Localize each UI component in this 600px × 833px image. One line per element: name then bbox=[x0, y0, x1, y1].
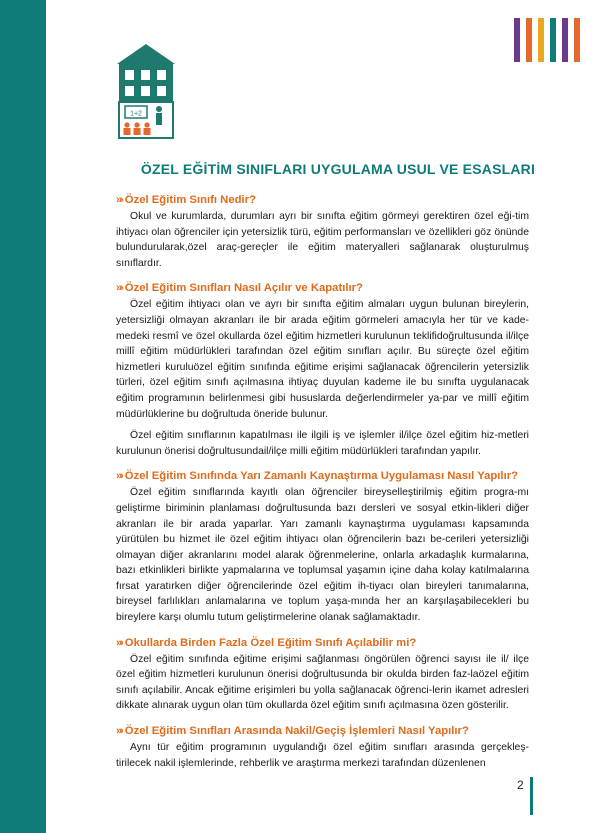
chevron-right-icon: »› bbox=[116, 470, 122, 483]
section-heading: »› Özel Eğitim Sınıfları Nasıl Açılır ve Kapatılır? bbox=[116, 282, 363, 295]
paragraph: Özel eğitim sınıflarında kayıtlı olan öğrenciler bireyselleştirilmiş eğitim progra-mı geliştirme biriminin planlaması doğrultusunda bazı dersleri ve sosyal etkin-likleri diğer akranları ile bir arada yaparlar. Yarı zamanlı kaynaştırma uygulaması kapsamında yürütülen bu hizmet ile özel eğitim ihtiyacı olan öğrencilerin bazı be-cerileri yetersizliği olmayan diğer akranlarını model alarak öğrenmelerine, onlarla arkadaşlık kurmalarına, bazı etkinlikleri birlikte yapmalarına ve toplumsal yaşamın içine daha kolay katılmalarına fırsat yaratırken diğer öğrencilerinde özel eğitim ih-tiyacı olan bireyleri tanımalarına, bireysel farlılıkları anlamalarına ve toplum yaşa-mında her an karşılaşabilecekleri bu bireylere karşı olumlu tutum geliştirmelerine olanak sağlamaktadır. bbox=[116, 487, 529, 624]
chevron-right-icon: »› bbox=[116, 725, 122, 738]
section bbox=[116, 193, 529, 271]
board-text: 1+2 bbox=[130, 110, 142, 118]
section bbox=[116, 281, 529, 459]
section-heading: »› Özel Eğitim Sınıfı Nedir? bbox=[116, 194, 256, 206]
section-heading: »› Özel Eğitim Sınıfları Arasında Nakil/Geçiş İşlemleri Nasıl Yapılır? bbox=[116, 725, 469, 738]
paragraph: Özel eğitim sınıflarının kapatılması ile ilgili iş ve işlemler il/ilçe özel eğitim hiz-metleri kurulunun önerisi doğrultusundail/ilçe milli eğitim müdürlükleri tarafından yapılır. bbox=[116, 430, 529, 457]
section bbox=[116, 724, 529, 771]
chevron-right-icon: »› bbox=[116, 194, 122, 206]
decorative-stripes bbox=[514, 18, 584, 62]
paragraph: Aynı tür eğitim programının uygulandığı özel eğitim sınıfları arasında gerçekleş-tirilecek nakil işlemlerinde, rehberlik ve araştırma merkezi tarafından düzenlenen bbox=[116, 742, 529, 769]
section bbox=[116, 469, 529, 625]
section-heading: »› Özel Eğitim Sınıfında Yarı Zamanlı Kaynaştırma Uygulaması Nasıl Yapılır? bbox=[116, 470, 519, 483]
paragraph: Özel eğitim ihtiyacı olan ve ayrı bir sınıfta eğitim almaları uygun bulunan bireylerin, yetersizliği olmayan akranları ile bir arada eğitim görmeleri amacıyla her tür ve kade-medeki resmî ve özel okullarda özel eğitim hizmetleri kurulunun teklifidoğrultusunda il/ilçe millî eğitim müdürlükleri tarafından özel eğitim sınıfları açılır. Bu süreçte özel eğitim hizmetleri kuruluözel eğitim sınıfında eğitime erişimi sağlanacak öğrencilerin yetersizlik türleri, özel eğitim sınıfı açılmasına ihtiyaç duyulan kademe ile bu sınıfta uygulanacak eğitim programının belirlenmesi gibi hususlarda değerlendirmeler ya-par ve millî eğitim müdürlüklerine bu doğrultuda öneride bulunur. bbox=[116, 299, 529, 420]
paragraph: Özel eğitim sınıfında eğitime erişimi sağlanması öngörülen öğrenci sayısı ile il/ ilçe özel eğitim hizmetleri kurulunun önerisi doğrultusunda bir okulda birden faz-laözel eğitim sınıfı açılabilir. Ancak eğitime erişimleri bu yolla sağlanacak öğrenci-lerin ikamet adresleri dikkate alınarak uygun olan tüm okullarda özel eğitim sınıfı açılmasına özen gösterilir. bbox=[116, 653, 529, 712]
page-number-divider bbox=[530, 777, 533, 815]
paragraph: Okul ve kurumlarda, durumları ayrı bir sınıfta eğitim görmeyi gerektiren özel eği-tim ihtiyacı olan öğrenciler için yetersizlik türü, eğitim performansları ve özellikleri göz önünde bulundurularak,özel araç-gereçler ile eğitim materyalleri sağlanarak oluşturulmuş sınıflardır. bbox=[116, 211, 529, 269]
chevron-right-icon: »› bbox=[116, 282, 122, 295]
document-body bbox=[116, 193, 529, 781]
page-number: 2 bbox=[517, 778, 524, 792]
section-heading: »› Okullarda Birden Fazla Özel Eğitim Sınıfı Açılabilir mi? bbox=[116, 636, 417, 649]
page-title: ÖZEL EĞİTİM SINIFLARI UYGULAMA USUL VE ESASLARI bbox=[140, 161, 536, 177]
section bbox=[116, 636, 529, 714]
left-accent-bar bbox=[0, 0, 46, 833]
school-building-icon bbox=[115, 42, 177, 142]
chevron-right-icon: »› bbox=[116, 636, 122, 649]
